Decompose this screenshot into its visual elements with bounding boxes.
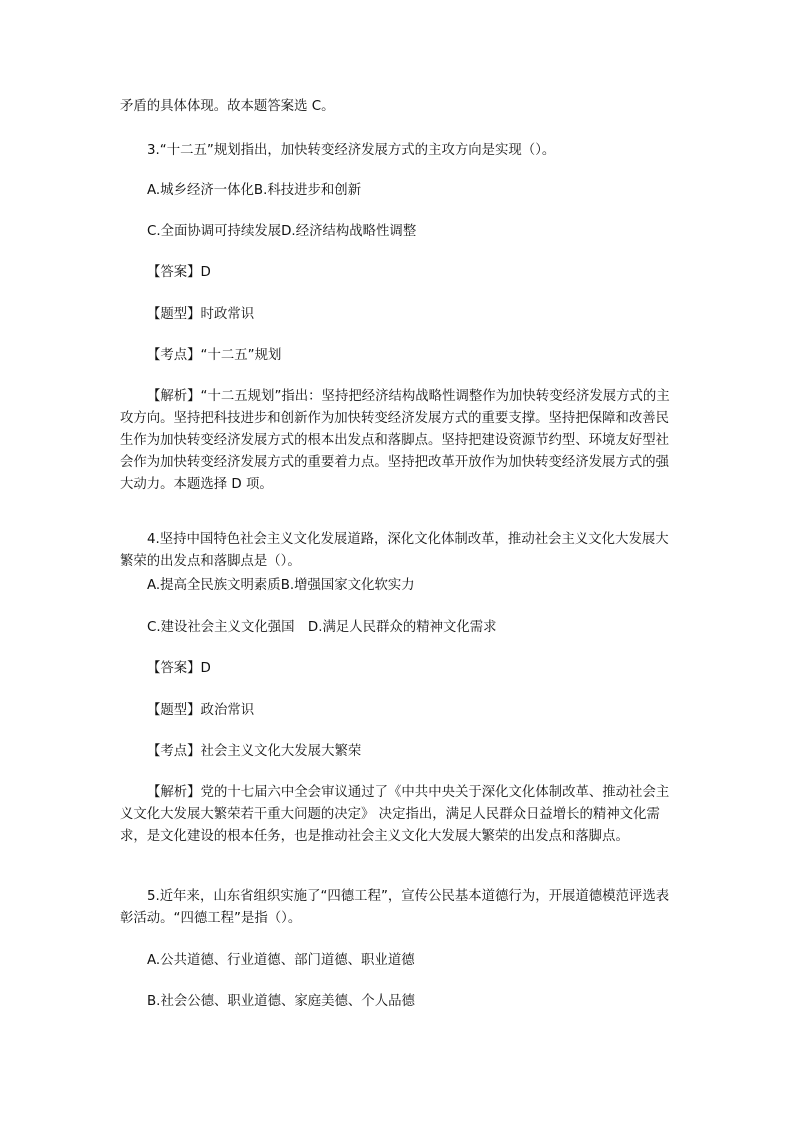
question-4-options-cd: C.建设社会主义文化强国 D.满足人民群众的精神文化需求 (147, 620, 497, 635)
question-4-topic: 【考点】社会主义文化大发展大繁荣 (147, 744, 362, 759)
question-5-option-a: A.公共道德、行业道德、部门道德、职业道德 (147, 953, 415, 968)
question-3: 3.“十二五”规划指出，加快转变经济发展方式的主攻方向是实现（）。 (147, 143, 556, 158)
question-3-topic: 【考点】“十二五”规划 (147, 348, 282, 363)
paragraph-answer-conclusion: 矛盾的具体体现。故本题答案选 C。 (120, 99, 335, 114)
question-4-analysis: 【解析】党的十七届六中全会审议通过了《中共中央关于深化文化体制改革、推动社会主义文化大发展大繁荣若干重大问题的决定》 决定指出，满足人民群众日益增长的精神文化需求，是文化建设的根本任务，也是推动社会主义文化大发展大繁荣的出发点和落脚点。 (120, 785, 670, 844)
question-5: 5.近年来，山东省组织实施了“四德工程”，宣传公民基本道德行为，开展道德模范评选表彰活动。“四德工程”是指（）。 (120, 889, 670, 926)
question-4-answer: 【答案】D (147, 661, 211, 676)
question-3-options-ab: A.城乡经济一体化B.科技进步和创新 (147, 183, 362, 198)
question-3-answer: 【答案】D (147, 265, 211, 280)
question-4: 4.坚持中国特色社会主义文化发展道路，深化文化体制改革，推动社会主义文化大发展大繁荣的出发点和落脚点是（）。 (120, 532, 669, 569)
question-4-type: 【题型】政治常识 (147, 703, 255, 718)
question-3-options-cd: C.全面协调可持续发展D.经济结构战略性调整 (147, 224, 417, 239)
question-4-options-ab: A.提高全民族文明素质B.增强国家文化软实力 (147, 578, 415, 593)
question-5-option-b: B.社会公德、职业道德、家庭美德、个人品德 (147, 994, 415, 1009)
question-3-type: 【题型】时政常识 (147, 307, 255, 322)
question-3-analysis: 【解析】“十二五规划”指出：坚持把经济结构战略性调整作为加快转变经济发展方式的主攻方向。坚持把科技进步和创新作为加快转变经济发展方式的重要支撑。坚持把保障和改善民生作为加快转变经济发展方式的根本出发点和落脚点。坚持把建设资源节约型、环境友好型社会作为加快转变经济发展方式的重要着力点。坚持把改革开放作为加快转变经济发展方式的强大动力。本题选择 D 项。 (120, 389, 670, 492)
